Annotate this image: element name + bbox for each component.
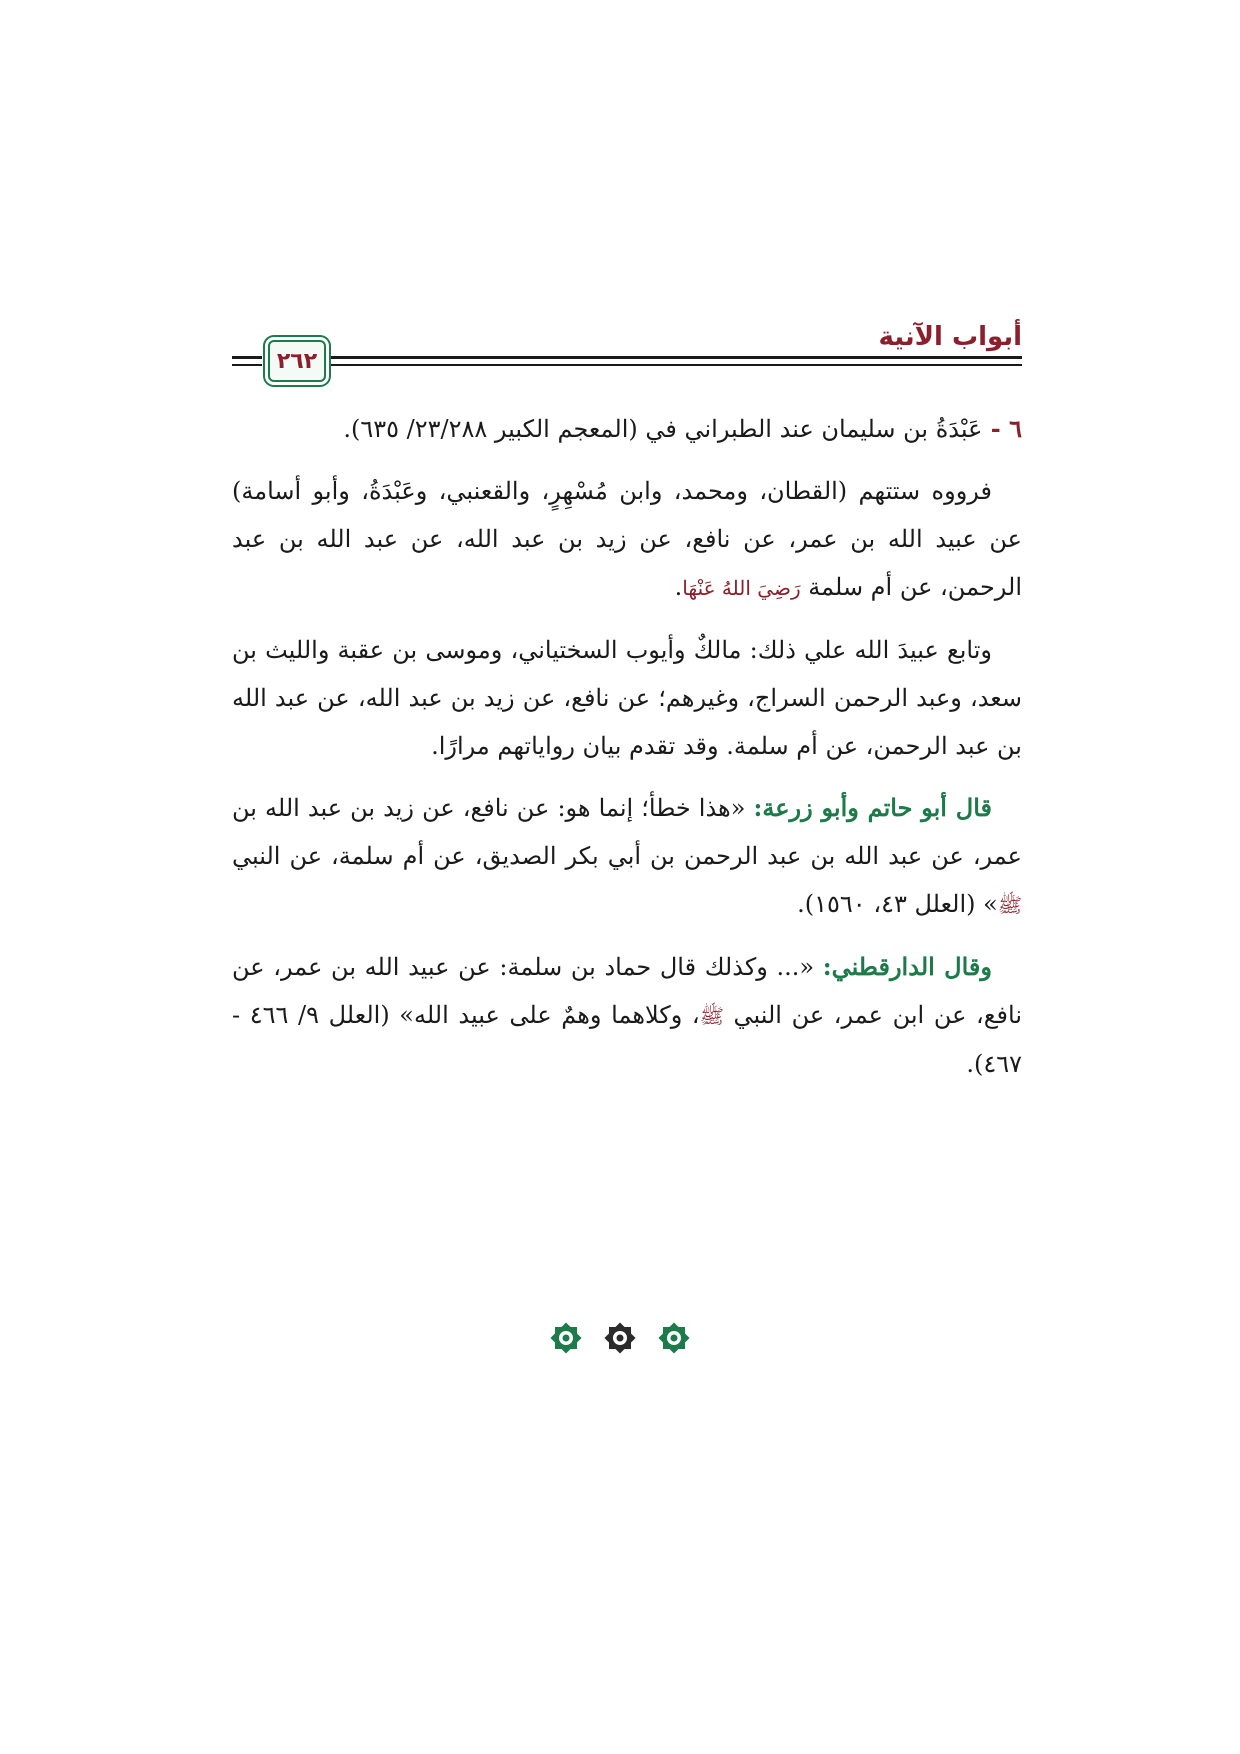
paragraph-text: فرووه ستتهم (القطان، ومحمد، وابن مُسْهِرٍ، والقعنبي، وعَبْدَةُ، وأبو أسامة) عن عبيد الله بن عمر، عن نافع، عن زيد بن عبد الله، عن عبد الله بن عبد الرحمن، عن أم سلمة — [232, 477, 1022, 601]
paragraph-tail: ، وكلاهما وهمٌ على عبيد الله» (العلل ٩/ ٤٦٦ - ٤٦٧). — [232, 1001, 1022, 1078]
section-separator — [0, 1318, 1240, 1358]
header-rule — [232, 356, 262, 359]
paragraph — [232, 467, 1022, 612]
speaker-label: قال أبو حاتم وأبو زرعة: — [753, 793, 992, 822]
paragraph-text: «هذا خطأ؛ إنما هو: عن نافع، عن زيد بن عبد الله بن عمر، عن عبد الله بن عبد الرحمن بن أبي بكر الصديق، عن أم سلمة، عن النبي — [232, 794, 1022, 870]
honorific-glyph: رَضِيَ اللهُ عَنْهَا — [682, 576, 801, 600]
eight-point-star-icon — [600, 1318, 640, 1358]
header-rule — [232, 364, 262, 366]
paragraph-text: عَبْدَةُ بن سليمان عند الطبراني في (المعجم الكبير ٢٣/٢٨٨/ ٦٣٥). — [343, 415, 983, 443]
paragraph-text: «... وكذلك قال حماد بن سلمة: عن عبيد الله بن عمر، عن نافع، عن ابن عمر، عن النبي — [232, 953, 1023, 1029]
page-number: ٢٦٢ — [276, 348, 318, 374]
honorific-glyph: ﷺ — [997, 893, 1022, 917]
paragraph-tail: . — [674, 573, 683, 601]
page-header — [232, 310, 1022, 400]
paragraph — [232, 405, 1022, 453]
item-number: ٦ - — [982, 414, 1022, 443]
eight-point-star-icon — [546, 1318, 586, 1358]
header-rule — [322, 356, 1022, 359]
chapter-title: أبواب الآنية — [878, 322, 1022, 352]
header-rule — [322, 364, 1022, 366]
paragraph — [232, 784, 1022, 929]
speaker-label: وقال الدارقطني: — [822, 952, 992, 981]
page-body — [232, 405, 1022, 1102]
paragraph-tail: » (العلل ٤٣، ١٥٦٠). — [797, 890, 998, 918]
page-number-badge — [268, 340, 326, 382]
honorific-glyph: ﷺ — [699, 1004, 724, 1028]
eight-point-star-icon — [654, 1318, 694, 1358]
paragraph-text: وتابع عبيدَ الله علي ذلك: مالكٌ وأيوب السختياني، وموسى بن عقبة والليث بن سعد، وعبد الرحمن السراج، وغيرهم؛ عن نافع، عن زيد بن عبد الله، عن عبد الله بن عبد الرحمن، عن أم سلمة. وقد تقدم بيان رواياتهم مرارًا. — [232, 636, 1022, 760]
paragraph — [232, 626, 1022, 770]
paragraph — [232, 943, 1022, 1088]
